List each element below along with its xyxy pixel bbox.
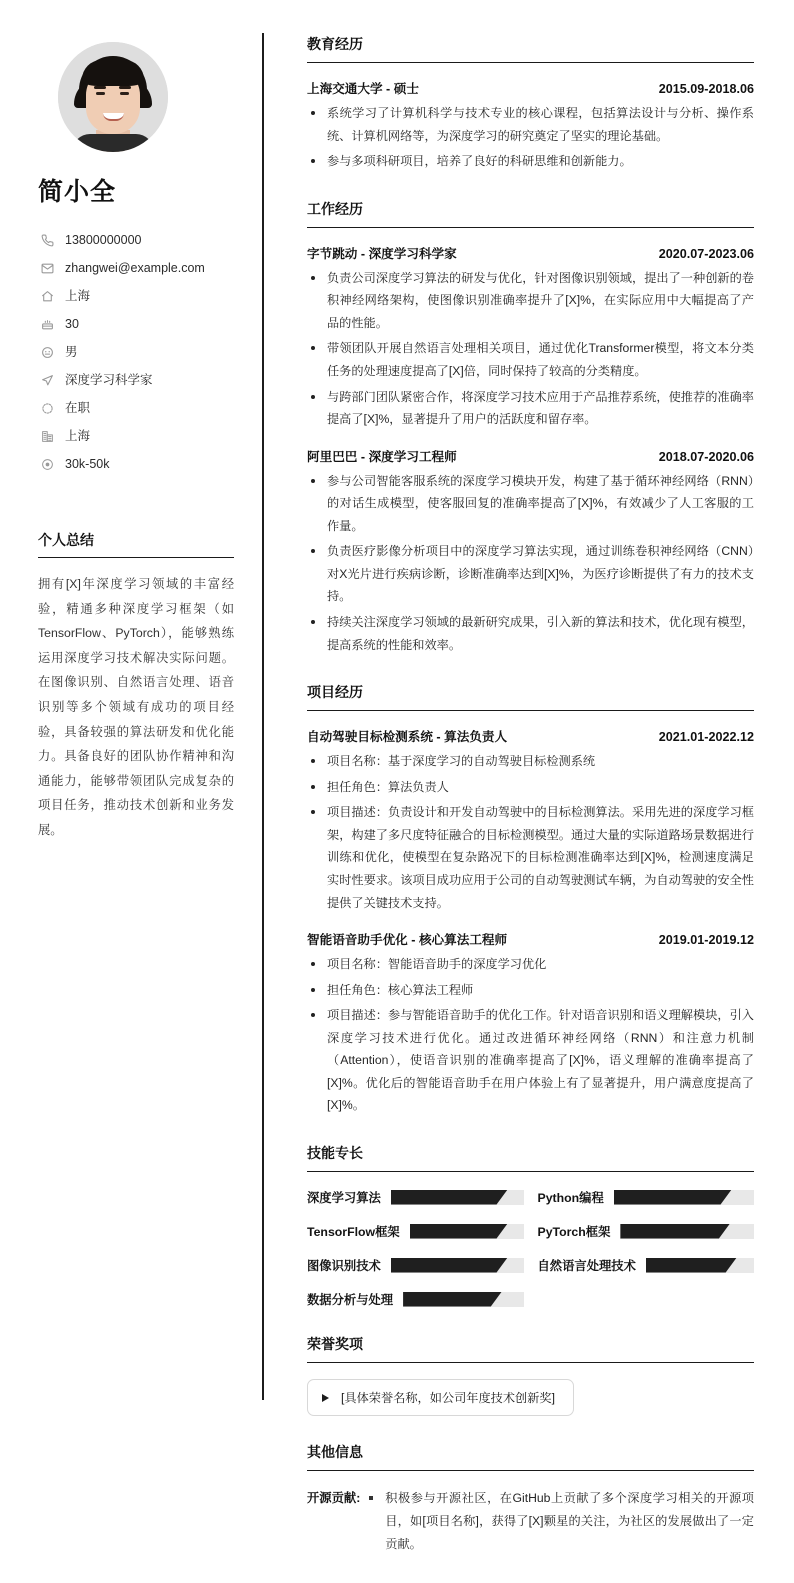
section-honors bbox=[307, 1334, 754, 1416]
work-entry bbox=[307, 446, 754, 657]
bullet-item: 参与多项科研项目，培养了良好的科研思维和创新能力。 bbox=[307, 150, 754, 173]
skill-item bbox=[307, 1188, 524, 1206]
entry-title: 字节跳动 - 深度学习科学家 bbox=[307, 246, 457, 261]
bullet-item: 项目描述：负责设计和开发自动驾驶中的目标检测算法。采用先进的深度学习框架，构建了多尺度特征融合的目标检测模型。通过大量的实际道路场景数据进行训练和优化，使模型在复杂路况下的目标检测准确率达到[X]%，检测速度满足实时性要求。该项目成功应用于公司的自动驾驶测试车辆，为自动驾驶的安全性提供了关键技术支持。 bbox=[307, 801, 754, 914]
entry-title: 阿里巴巴 - 深度学习工程师 bbox=[307, 449, 457, 464]
city-icon bbox=[38, 430, 56, 443]
bullet-item: 系统学习了计算机科学与技术专业的核心课程，包括算法设计与分析、操作系统、计算机网络等，为深度学习的研究奠定了坚实的理论基础。 bbox=[307, 102, 754, 147]
skill-bar-track bbox=[391, 1190, 524, 1205]
entry-header bbox=[307, 929, 754, 948]
skill-bar-track bbox=[410, 1224, 524, 1239]
entry-bullets bbox=[307, 750, 754, 914]
bullet-item: 参与公司智能客服系统的深度学习模块开发，构建了基于循环神经网络（RNN）的对话生成模型，使客服回复的准确率提高了[X]%，有效减少了人工客服的工作量。 bbox=[307, 470, 754, 538]
entry-date: 2015.09-2018.06 bbox=[658, 82, 754, 96]
section-work bbox=[307, 199, 754, 656]
skill-label: 深度学习算法 bbox=[307, 1191, 381, 1205]
play-triangle-icon bbox=[322, 1394, 329, 1402]
age-icon bbox=[38, 318, 56, 331]
section-education bbox=[307, 34, 754, 173]
avatar bbox=[58, 42, 168, 152]
avatar-photo bbox=[58, 42, 168, 152]
contact-value: 在职 bbox=[65, 400, 91, 415]
skill-bar-fill bbox=[391, 1258, 508, 1273]
bullet-item: 与跨部门团队紧密合作，将深度学习技术应用于产品推荐系统，使推荐的准确率提高了[X]%，显著提升了用户的活跃度和留存率。 bbox=[307, 386, 754, 431]
sidebar bbox=[0, 0, 262, 843]
skill-item bbox=[307, 1256, 524, 1274]
entry-date: 2018.07-2020.06 bbox=[658, 449, 754, 464]
contact-item-salary bbox=[38, 450, 232, 478]
other-info-row bbox=[307, 1487, 754, 1557]
entry-title: 智能语音助手优化 - 核心算法工程师 bbox=[307, 933, 508, 948]
bullet-item: 带领团队开展自然语言处理相关项目，通过优化Transformer模型，将文本分类任务的处理速度提高了[X]倍，同时保持了较高的分类精度。 bbox=[307, 337, 754, 382]
section-heading: 其他信息 bbox=[307, 1442, 754, 1471]
bullet-item: 项目名称：基于深度学习的自动驾驶目标检测系统 bbox=[307, 750, 754, 773]
entry-bullets bbox=[307, 102, 754, 173]
contact-value: zhangwei@example.com bbox=[65, 260, 205, 275]
entry-header bbox=[307, 726, 754, 745]
skill-bar-track bbox=[391, 1258, 524, 1273]
entry-title: 上海交通大学 - 硕士 bbox=[307, 82, 419, 96]
education-entry bbox=[307, 78, 754, 173]
bullet-item: 项目名称：智能语音助手的深度学习优化 bbox=[307, 953, 754, 976]
column-divider bbox=[262, 33, 264, 1400]
envelope-icon bbox=[38, 262, 56, 275]
skill-item bbox=[538, 1256, 755, 1274]
skill-bar-fill bbox=[410, 1224, 508, 1239]
gender-icon bbox=[38, 346, 56, 359]
skill-item bbox=[307, 1222, 524, 1240]
skill-bar-track bbox=[403, 1292, 523, 1307]
honor-item[interactable] bbox=[307, 1379, 574, 1416]
skill-bar-fill bbox=[620, 1224, 730, 1239]
phone-icon bbox=[38, 234, 56, 247]
salary-icon bbox=[38, 458, 56, 471]
project-entry bbox=[307, 726, 754, 914]
contact-value: 上海 bbox=[65, 288, 91, 303]
entry-bullets bbox=[307, 470, 754, 657]
other-info-body bbox=[367, 1487, 754, 1557]
entry-date: 2019.01-2019.12 bbox=[658, 933, 754, 948]
contact-list bbox=[38, 226, 232, 478]
entry-header bbox=[307, 78, 754, 97]
summary-text: 拥有[X]年深度学习领域的丰富经验，精通多种深度学习框架（如TensorFlow、PyTorch），能够熟练运用深度学习技术解决实际问题。在图像识别、自然语言处理、语音识别等多个领域有成功的项目经验，具备较强的算法研发和优化能力。具备良好的团队协作精神和沟通能力，能够带领团队完成复杂的项目任务，推动技术创新和业务发展。 bbox=[38, 577, 234, 837]
skill-bar-track bbox=[646, 1258, 754, 1273]
skill-bar-track bbox=[620, 1224, 754, 1239]
home-icon bbox=[38, 290, 56, 303]
position-icon bbox=[38, 374, 56, 387]
contact-item-hometown bbox=[38, 282, 232, 310]
skill-label: 图像识别技术 bbox=[307, 1259, 381, 1273]
bullet-item: 负责医疗影像分析项目中的深度学习算法实现，通过训练卷积神经网络（CNN）对X光片进行疾病诊断，诊断准确率达到[X]%，为医疗诊断提供了有力的技术支持。 bbox=[307, 540, 754, 608]
bullet-item: 项目描述：参与智能语音助手的优化工作。针对语音识别和语义理解模块，引入深度学习技术进行优化。通过改进循环神经网络（RNN）和注意力机制（Attention），使语音识别的准确率提高了[X]%，语义理解的准确率提高了[X]%。优化后的智能语音助手在用户体验上有了显著提升，用户满意度提高了[X]%。 bbox=[307, 1004, 754, 1117]
entry-header bbox=[307, 243, 754, 262]
candidate-name: 简小全 bbox=[38, 178, 117, 206]
section-skills bbox=[307, 1143, 754, 1308]
section-heading: 荣誉奖项 bbox=[307, 1334, 754, 1363]
skill-item bbox=[538, 1222, 755, 1240]
skills-grid bbox=[307, 1188, 754, 1308]
contact-item-phone bbox=[38, 226, 232, 254]
skill-bar-fill bbox=[391, 1190, 508, 1205]
skill-bar-fill bbox=[614, 1190, 732, 1205]
entry-title: 自动驾驶目标检测系统 - 算法负责人 bbox=[307, 730, 508, 745]
contact-item-position bbox=[38, 366, 232, 394]
skill-bar-fill bbox=[646, 1258, 737, 1273]
contact-value: 上海 bbox=[65, 428, 91, 443]
skill-label: 自然语言处理技术 bbox=[537, 1259, 636, 1273]
skill-label: Python编程 bbox=[537, 1191, 604, 1205]
section-heading: 工作经历 bbox=[307, 199, 754, 228]
bullet-item: 持续关注深度学习领域的最新研究成果，引入新的算法和技术，优化现有模型，提高系统的性能和效率。 bbox=[307, 611, 754, 656]
other-info-label: 开源贡献: bbox=[307, 1491, 361, 1505]
bullet-item: 担任角色：核心算法工程师 bbox=[307, 979, 754, 1002]
summary-section bbox=[38, 530, 232, 843]
contact-value: 男 bbox=[65, 344, 78, 359]
skill-label: PyTorch框架 bbox=[537, 1225, 611, 1239]
entry-date: 2020.07-2023.06 bbox=[658, 246, 754, 261]
contact-item-city bbox=[38, 422, 232, 450]
summary-heading: 个人总结 bbox=[38, 530, 234, 558]
project-entry bbox=[307, 929, 754, 1117]
entry-date: 2021.01-2022.12 bbox=[658, 730, 754, 745]
skill-bar-track bbox=[614, 1190, 754, 1205]
bullet-item: 负责公司深度学习算法的研发与优化，针对图像识别领域，提出了一种创新的卷积神经网络架构，使图像识别准确率提升了[X]%，在实际应用中大幅提高了产品的性能。 bbox=[307, 267, 754, 335]
contact-item-email bbox=[38, 254, 232, 282]
contact-item-gender bbox=[38, 338, 232, 366]
contact-value: 13800000000 bbox=[65, 232, 142, 247]
skill-bar-fill bbox=[403, 1292, 502, 1307]
status-icon bbox=[38, 402, 56, 415]
honor-text: [具体荣誉名称，如公司年度技术创新奖] bbox=[341, 1391, 555, 1405]
entry-bullets bbox=[307, 953, 754, 1117]
skill-label: 数据分析与处理 bbox=[307, 1293, 394, 1307]
contact-value: 深度学习科学家 bbox=[65, 372, 153, 387]
section-other-info bbox=[307, 1442, 754, 1557]
work-entry bbox=[307, 243, 754, 431]
contact-item-status bbox=[38, 394, 232, 422]
section-heading: 项目经历 bbox=[307, 682, 754, 711]
main-content bbox=[262, 0, 794, 1583]
contact-value: 30k-50k bbox=[65, 456, 110, 471]
skill-item bbox=[538, 1188, 755, 1206]
skill-item bbox=[307, 1290, 524, 1308]
section-heading: 教育经历 bbox=[307, 34, 754, 63]
contact-item-age bbox=[38, 310, 232, 338]
skill-label: TensorFlow框架 bbox=[307, 1225, 400, 1239]
section-projects bbox=[307, 682, 754, 1117]
section-heading: 技能专长 bbox=[307, 1143, 754, 1172]
bullet-item: 担任角色：算法负责人 bbox=[307, 776, 754, 799]
contact-value: 30 bbox=[65, 316, 79, 331]
bullet-item: 积极参与开源社区，在GitHub上贡献了多个深度学习相关的开源项目，如[项目名称]，获得了[X]颗星的关注，为社区的发展做出了一定贡献。 bbox=[367, 1487, 754, 1557]
entry-bullets bbox=[307, 267, 754, 431]
entry-header bbox=[307, 446, 754, 465]
